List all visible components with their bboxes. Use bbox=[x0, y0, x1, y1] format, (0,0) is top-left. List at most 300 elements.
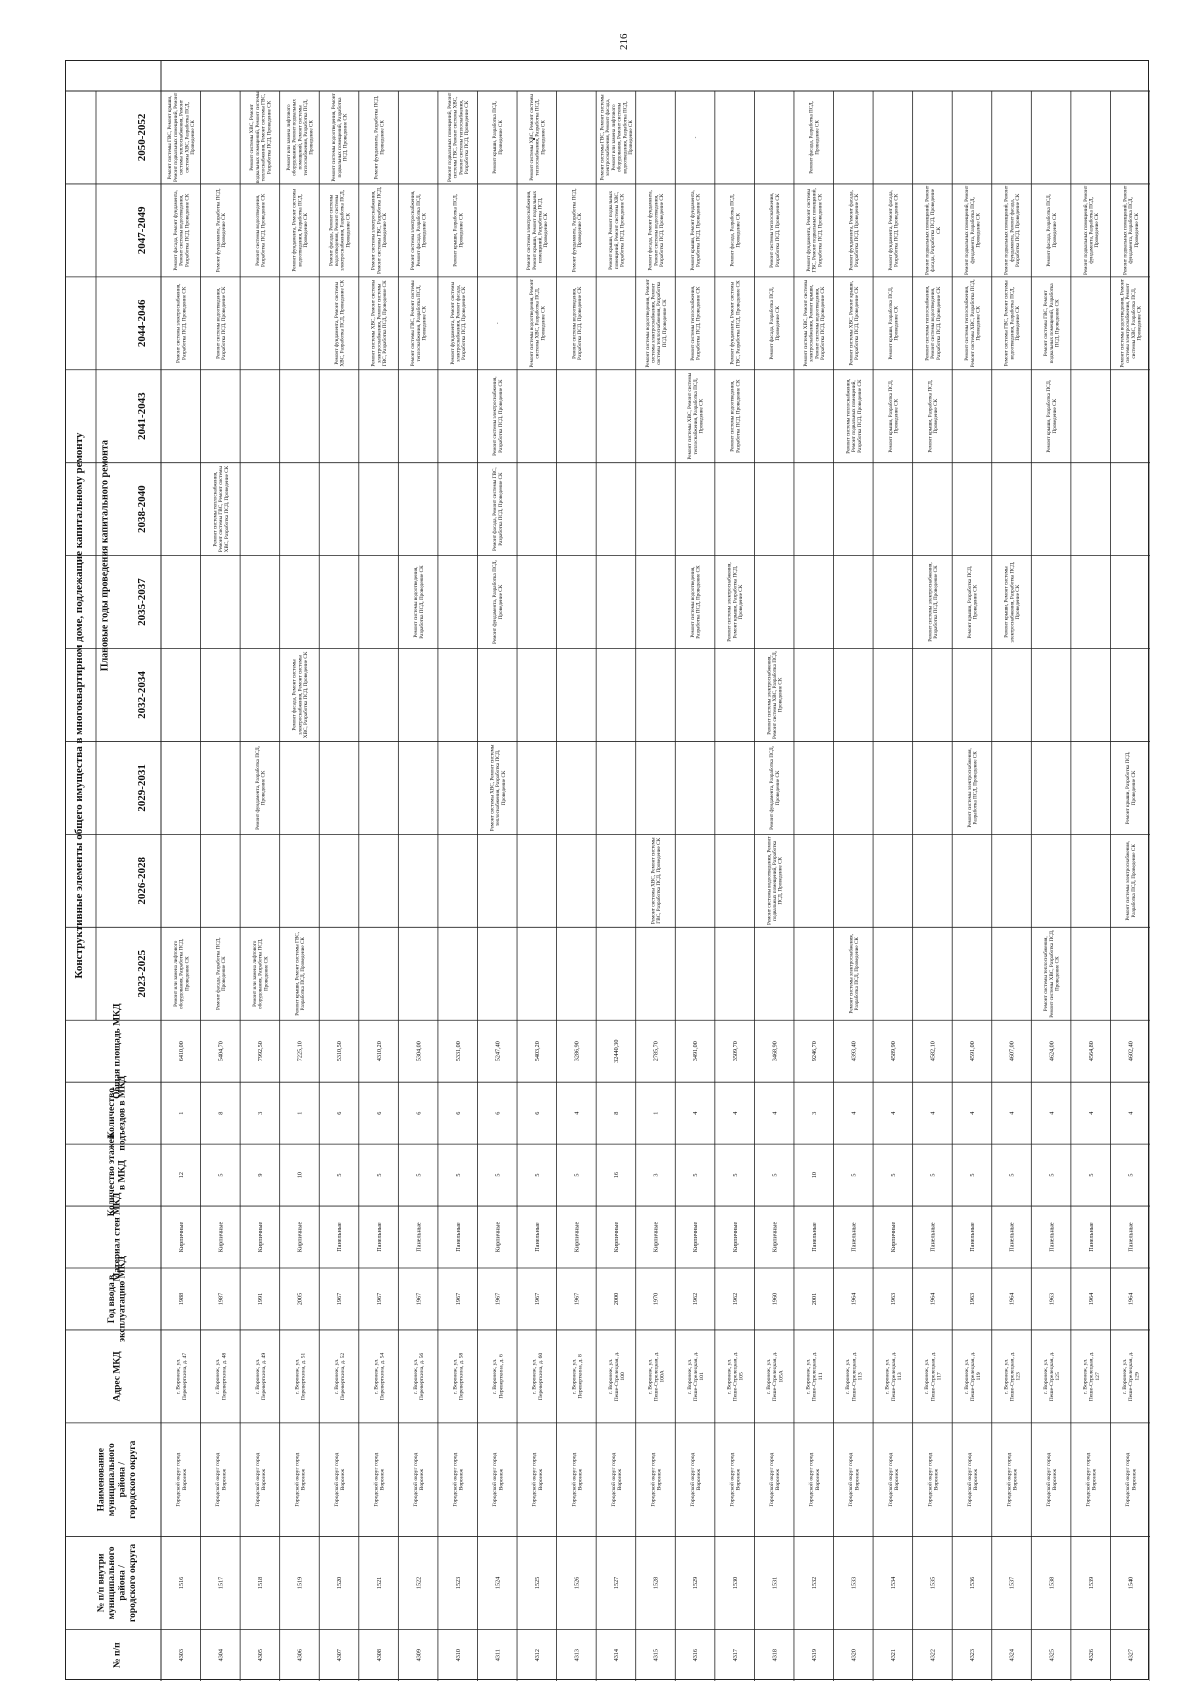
repair-cell: Ремонт фасада, Разработка ПСД,Проведение СК bbox=[769, 287, 781, 360]
row-district: Городской округ городВоронеж bbox=[769, 1452, 782, 1507]
row-number: 4306 bbox=[296, 1649, 304, 1662]
row-local-number: 1520 bbox=[336, 1576, 344, 1590]
column-header: 2029-2031 bbox=[135, 764, 148, 812]
repair-cell: Ремонт системы электроснабжения,Разработка ПСД, Проведение СК bbox=[492, 376, 504, 456]
row-local-number: 1540 bbox=[1127, 1576, 1135, 1590]
repair-cell: Ремонт системы электроснабжения,Ремонт крыши, Разработка ПСД,Проведение СК bbox=[726, 562, 745, 642]
row-year: 1967 bbox=[494, 1292, 502, 1306]
row-entrances: 6 bbox=[415, 1111, 423, 1115]
row-address: г. Воронеж, ул.Переверткина, д. 52 bbox=[333, 1352, 347, 1401]
row-number: 4303 bbox=[177, 1649, 185, 1662]
column-header: Количество этажейв МКД bbox=[107, 1133, 128, 1217]
repair-cell: Ремонт или замена лифтовогооборудования, Разработка ПСД,Проведение СК bbox=[172, 938, 191, 1009]
repair-cell: Ремонт системы электроснабжения,Разработка ПСД, Проведение СК bbox=[927, 562, 940, 642]
row-entrances: 6 bbox=[375, 1111, 383, 1115]
row-local-number: 1516 bbox=[177, 1576, 185, 1590]
row-floors: 12 bbox=[177, 1171, 185, 1179]
row-floors: 10 bbox=[296, 1171, 304, 1179]
column-header: Количествоподъездов в МКД bbox=[107, 1075, 128, 1151]
row-floors: 5 bbox=[336, 1173, 344, 1177]
row-local-number: 1522 bbox=[415, 1576, 423, 1590]
row-address: г. Воронеж, ул.Пеше-Стрелецкая, д.125 bbox=[1042, 1351, 1062, 1402]
row-area: 4602,40 bbox=[1127, 1041, 1135, 1062]
row-entrances: 4 bbox=[692, 1111, 700, 1115]
table-grid bbox=[66, 61, 1150, 1681]
page-number: 216 bbox=[618, 33, 630, 50]
row-entrances: 1 bbox=[177, 1111, 185, 1115]
repair-cell: Ремонт системы водоотведения,Разработка ПСД, Проведение СК bbox=[215, 286, 228, 360]
row-district: Городской округ городВоронеж bbox=[927, 1452, 940, 1507]
period-header: Плановые годы проведения капитального ремонта bbox=[99, 440, 111, 672]
row-district: Городской округ городВоронеж bbox=[452, 1452, 465, 1507]
row-address: г. Воронеж, ул.Пеше-Стрелецкая, д.105А bbox=[765, 1351, 785, 1402]
row-entrances: 6 bbox=[494, 1111, 502, 1115]
repair-cell: Ремонт крыши, Ремонт подвальныхпомещений, Ремонт системы ХВС,Разработка ПСД, Проведение СК bbox=[608, 190, 626, 270]
repair-cell: Ремонт фундамента, Ремонт системыГВС, Разработка ПСД, Проведение СК bbox=[729, 280, 742, 367]
row-material: Панельные bbox=[375, 1222, 383, 1252]
column-header: № п/п внутримуниципальногорайона /городского округа bbox=[96, 1543, 138, 1622]
row-entrances: 4 bbox=[929, 1111, 937, 1115]
row-floors: 5 bbox=[1087, 1173, 1095, 1177]
row-area: 7992,50 bbox=[257, 1041, 265, 1062]
repair-cell: Ремонт крыши, Разработка ПСД,Проведение СК bbox=[1046, 379, 1058, 453]
row-district: Городской округ городВоронеж bbox=[689, 1452, 703, 1507]
row-number: 4310 bbox=[454, 1649, 462, 1662]
repair-cell: Ремонт системы теплоснабжения,Разработка ПСД, Проведение СК bbox=[769, 192, 781, 268]
row-district: Городской округ городВоронеж bbox=[650, 1452, 663, 1507]
row-material: Панельные bbox=[810, 1222, 818, 1252]
row-district: Городской округ городВоронеж bbox=[610, 1452, 623, 1507]
row-address: г. Воронеж, ул.Переверткина, д. 56 bbox=[413, 1352, 426, 1401]
row-material: Кирпичные bbox=[257, 1221, 265, 1253]
row-number: 4327 bbox=[1127, 1649, 1135, 1662]
row-address: г. Воронеж, ул.Переверткина, д. 6 bbox=[492, 1354, 505, 1399]
column-header: 2035-2037 bbox=[135, 578, 148, 626]
row-entrances: 6 bbox=[454, 1111, 462, 1115]
row-district: Городской округ городВоронеж bbox=[1125, 1452, 1138, 1507]
row-year: 1967 bbox=[454, 1292, 462, 1306]
row-local-number: 1533 bbox=[850, 1576, 858, 1590]
repair-cell: Ремонт фасада, Ремонт системы ГВС,Разработка ПСД, Проведение СК bbox=[492, 467, 504, 552]
row-number: 4321 bbox=[890, 1649, 898, 1662]
row-district: Городской округ городВоронеж bbox=[1085, 1452, 1098, 1507]
repair-cell: Ремонт системы водоотведения, Ремонтподвальных помещений, РазработкаПСД, Проведение СК bbox=[766, 836, 784, 926]
row-local-number: 1517 bbox=[217, 1576, 225, 1590]
group-header: Конструктивные элементы общего имущества в многоквартирном доме, подлежащие капитальному ремонту bbox=[72, 432, 85, 979]
row-number: 4323 bbox=[969, 1649, 977, 1662]
row-local-number: 1534 bbox=[890, 1576, 898, 1590]
row-area: 3491,00 bbox=[692, 1041, 700, 1062]
row-floors: 5 bbox=[454, 1173, 462, 1177]
row-number: 4317 bbox=[731, 1649, 739, 1662]
repair-cell: Ремонт фундамента, Ремонт системыводоотведения, Разработка ПСД,Проведение СК bbox=[291, 189, 309, 272]
row-floors: 5 bbox=[375, 1173, 383, 1177]
column-header: 2038-2040 bbox=[135, 485, 148, 533]
repair-cell: Ремонт фасада, Разработка ПСД,Проведение СК bbox=[808, 101, 821, 174]
repair-cell: Ремонт фундамента, Ремонт системыГВС, Ремонт подвальных помещений,Разработка ПСД, Проведение СК bbox=[805, 188, 824, 273]
row-material: Панельные bbox=[336, 1222, 344, 1252]
row-material: Панельные bbox=[929, 1222, 937, 1252]
repair-cell: Ремонт системы ХВС, Ремонт системыэлектроснабжения, Ремонт системыГВС, Разработка ПСД, Проведение СК bbox=[370, 279, 389, 367]
repair-cell: Ремонт подвальных помещений, Ремонтсистемы ГВС, Ремонт системы ХВС,Ремонт системы теплоснабжения,Разработка ПСД, Проведение СК bbox=[446, 92, 471, 183]
repair-cell: Ремонт системы электроснабжения,Ремонт крыши, Ремонт подвальныхпомещений, Разработка ПСД,Проведение СК bbox=[526, 190, 550, 271]
repair-cell: Ремонт фасада, Ремонт фундамента,Ремонт системы водоотведения,Разработка ПСД, Проведение СК bbox=[647, 190, 666, 271]
row-entrances: 4 bbox=[850, 1111, 858, 1115]
row-address: г. Воронеж, ул.Пеше-Стрелецкая, д.113 bbox=[884, 1351, 903, 1402]
row-number: 4325 bbox=[1048, 1649, 1056, 1662]
repair-cell: Ремонт системы водоотведения,Разработка ПСД, Проведение СК bbox=[413, 565, 425, 639]
row-area: 4393,40 bbox=[850, 1041, 858, 1062]
row-material: Кирпичные bbox=[652, 1221, 660, 1253]
column-header: Адрес МКД bbox=[112, 1351, 123, 1402]
repair-cell: Ремонт фасада, Ремонт фундамента,Ремонт системы водоотведения,Разработка ПСД, Проведение СК bbox=[172, 190, 191, 271]
repair-cell: Ремонт системы электроснабжения,Разработка ПСД, Проведение СК bbox=[966, 748, 979, 828]
repair-cell: Ремонт системы ГВС, Ремонт крыши,Ремонт подвальных помещений, Ремонтсистемы теплоснабжения, Ремонтсистемы ХВС, Разработка ПСД,Проведение СК bbox=[167, 92, 197, 183]
row-address: г. Воронеж, ул.Переверткина, д. 49 bbox=[254, 1352, 267, 1401]
row-address: г. Воронеж, ул.Пеше-Стрелецкая, д.100А bbox=[647, 1351, 666, 1402]
row-district: Городской округ городВоронеж bbox=[215, 1452, 228, 1507]
row-material: Кирпичные bbox=[731, 1221, 739, 1253]
row-entrances: 3 bbox=[257, 1111, 265, 1115]
repair-cell: Ремонт подвальных помещений, Ремонтфундамента, Разработка ПСД,Проведение СК bbox=[1082, 185, 1101, 275]
row-local-number: 1521 bbox=[375, 1576, 383, 1590]
row-address: г. Воронеж, ул.Пеше-Стрелецкая, д.100 bbox=[607, 1351, 627, 1402]
repair-cell: Ремонт или замена лифтовогооборудования, Ремонт подвальныхпомещений, Ремонт системытеплоснабжения, Разработка ПСД,Проведение СК bbox=[285, 99, 315, 176]
row-district: Городской округ городВоронеж bbox=[492, 1452, 505, 1507]
repair-cell: Ремонт фундамента, Ремонт системыэлектроснабжения, Ремонт фасада,Разработка ПСД, Проведение СК bbox=[449, 282, 468, 365]
row-floors: 5 bbox=[573, 1173, 581, 1177]
row-material: Панельные bbox=[415, 1222, 423, 1252]
row-entrances: 4 bbox=[771, 1111, 779, 1115]
row-address: г. Воронеж, ул.Пеше-Стрелецкая, д.101 bbox=[686, 1351, 706, 1402]
repair-cell: Ремонт системы электроснабжения,Разработка ПСД, Проведение СК bbox=[175, 283, 188, 364]
row-local-number: 1519 bbox=[296, 1576, 304, 1590]
row-floors: 16 bbox=[613, 1171, 621, 1179]
row-material: Кирпичные bbox=[296, 1221, 304, 1253]
repair-cell: Ремонт крыши, Разработка ПСД,Проведение СК bbox=[887, 379, 900, 453]
row-floors: 5 bbox=[771, 1173, 779, 1177]
row-year: 1960 bbox=[771, 1292, 779, 1306]
row-year: 1967 bbox=[336, 1292, 344, 1306]
column-header: 2050-2052 bbox=[135, 113, 148, 162]
row-area: 5404,70 bbox=[217, 1041, 225, 1062]
row-material: Кирпичные bbox=[771, 1221, 779, 1253]
repair-cell: Ремонт системы ХВС, Ремонт системыГВС, Разработка ПСД, Проведение СК bbox=[650, 837, 663, 925]
row-entrances: 6 bbox=[336, 1111, 344, 1115]
row-number: 4304 bbox=[217, 1649, 225, 1662]
row-address: г. Воронеж, ул.Переверткина, д. 8 bbox=[571, 1354, 584, 1399]
row-number: 4307 bbox=[336, 1649, 344, 1662]
row-address: г. Воронеж, ул.Переверткина, д. 51 bbox=[294, 1352, 307, 1401]
row-entrances: 3 bbox=[810, 1111, 818, 1115]
row-district: Городской округ городВоронеж bbox=[373, 1452, 386, 1507]
row-year: 1964 bbox=[1087, 1292, 1095, 1306]
repair-cell: Ремонт системы водоотведения,Разработка ПСД, Проведение СК bbox=[254, 193, 267, 268]
repair-cell: Ремонт системы водоотведения,Разработка ПСД, Проведение СК bbox=[729, 379, 742, 453]
row-year: 1963 bbox=[1048, 1292, 1056, 1306]
column-header: 2047-2049 bbox=[135, 206, 148, 255]
row-address: г. Воронеж, ул.Пеше-Стрелецкая, д.127 bbox=[1082, 1351, 1101, 1402]
repair-cell: Ремонт крыши, Разработка ПСД,Проведение СК bbox=[927, 379, 940, 453]
repair-cell: Ремонт крыши, Разработка ПСД,Проведение СК bbox=[966, 565, 979, 639]
row-year: 1967 bbox=[573, 1292, 581, 1306]
row-district: Городской округ городВоронеж bbox=[571, 1452, 584, 1507]
column-header: Наименованиемуниципальногорайона /городского округа bbox=[96, 1440, 138, 1519]
row-local-number: 1529 bbox=[692, 1576, 700, 1590]
row-district: Городской округ городВоронеж bbox=[1045, 1452, 1059, 1507]
row-floors: 5 bbox=[969, 1173, 977, 1177]
row-year: 1964 bbox=[1008, 1292, 1016, 1306]
repair-cell: Ремонт фундамента, Ремонт системыХВС, Разработка ПСД, Проведение СК bbox=[333, 280, 346, 367]
row-number: 4312 bbox=[533, 1649, 541, 1662]
repair-cell: Ремонт фундамента, Ремонт фасада,Разработка ПСД, Проведение СК bbox=[848, 190, 860, 271]
row-district: Городской округ городВоронеж bbox=[1006, 1452, 1019, 1507]
repair-cell: Ремонт крыши, Ремонт фундамента,Разработка ПСД, Проведение СК bbox=[690, 190, 702, 271]
row-local-number: 1539 bbox=[1087, 1576, 1095, 1590]
repair-cell: Ремонт системы электроснабжения,Ремонт системы ГВС, Разработка ПСД,Проведение СК bbox=[370, 186, 389, 275]
capital-repair-table bbox=[65, 60, 1149, 1680]
row-material: Кирпичные bbox=[573, 1221, 581, 1253]
row-number: 4305 bbox=[257, 1649, 265, 1662]
row-floors: 5 bbox=[1127, 1173, 1135, 1177]
row-area: 7225,10 bbox=[296, 1041, 304, 1062]
repair-cell: - bbox=[495, 322, 502, 325]
repair-cell: Ремонт фундамента, Разработка ПСД,Проведение СК bbox=[571, 188, 584, 273]
repair-cell: Ремонт фундамента, Ремонт фасада,Разработка ПСД, Проведение СК bbox=[887, 190, 900, 271]
row-entrances: 4 bbox=[1048, 1111, 1056, 1115]
row-material: Кирпичные bbox=[692, 1221, 700, 1253]
row-district: Городской округ городВоронеж bbox=[531, 1452, 544, 1507]
row-district: Городской округ городВоронеж bbox=[887, 1452, 900, 1507]
repair-cell: Ремонт фасада, Разработка ПСД,Проведение СК bbox=[215, 937, 228, 1011]
row-local-number: 1518 bbox=[257, 1576, 265, 1590]
row-address: г. Воронеж, ул.Пеше-Стрелецкая, д.129 bbox=[1122, 1351, 1141, 1402]
row-number: 4314 bbox=[613, 1649, 621, 1662]
repair-cell: Ремонт системы теплоснабжения,Ремонт подвальных помещений,Разработка ПСД, Проведение СК bbox=[845, 378, 863, 454]
row-year: 1962 bbox=[731, 1292, 739, 1306]
row-address: г. Воронеж, ул.Пеше-Стрелецкая, д.105 bbox=[726, 1351, 745, 1402]
row-material: Панельные bbox=[1087, 1222, 1095, 1252]
row-number: 4309 bbox=[415, 1649, 423, 1662]
row-local-number: 1536 bbox=[969, 1576, 977, 1590]
row-address: г. Воронеж, ул.Переверткина, д. 60 bbox=[531, 1352, 544, 1401]
repair-cell: Ремонт подвальных помещений, Ремонтфундамента, Ремонт фасада,Разработка ПСД, Проведение СК bbox=[1003, 185, 1022, 275]
repair-cell: Ремонт крыши, Разработка ПСД,Проведение СК bbox=[887, 286, 900, 360]
repair-cell: Ремонт системы водоотведения,Разработка ПСД, Проведение СК bbox=[571, 286, 584, 360]
row-area: 5403,20 bbox=[533, 1041, 541, 1062]
row-material: Панельные bbox=[533, 1222, 541, 1252]
row-entrances: 4 bbox=[731, 1111, 739, 1115]
row-local-number: 1524 bbox=[494, 1576, 502, 1590]
row-entrances: 4 bbox=[890, 1111, 898, 1115]
row-district: Городской округ городВоронеж bbox=[413, 1452, 426, 1507]
repair-cell: Ремонт фундамента, Разработка ПСД,Проведение СК bbox=[373, 95, 386, 180]
column-header: Материал стен МКД bbox=[112, 1192, 123, 1282]
column-header: 2032-2034 bbox=[135, 671, 148, 719]
repair-cell: Ремонт фундамента, Разработка ПСД,Проведение СК bbox=[492, 560, 504, 645]
row-area: 9246,70 bbox=[810, 1041, 818, 1062]
column-header: Общая площадь МКД bbox=[112, 1003, 123, 1099]
row-material: Кирпичные bbox=[890, 1221, 898, 1253]
row-material: Панельные bbox=[850, 1222, 858, 1252]
row-area: 5304,00 bbox=[415, 1041, 423, 1062]
row-district: Городской округ городВоронеж bbox=[848, 1452, 861, 1507]
repair-cell: Ремонт системы теплоснабжения,Ремонт системы ХВС, Разработка ПСД,Проведение СК bbox=[1043, 929, 1061, 1018]
repair-cell: Ремонт системы водоотведения, Ремонтподвальных помещений, РазработкаПСД, Проведение СК bbox=[331, 93, 349, 182]
repair-cell: Ремонт фасада, Ремонт системыэлектроснабжения, Ремонт системыХВС, Разработка ПСД, Проведение СК bbox=[291, 651, 309, 739]
column-header: № п/п bbox=[112, 1642, 123, 1668]
row-floors: 5 bbox=[217, 1173, 225, 1177]
repair-cell: Ремонт фундамента, Разработка ПСД,Проведение СК bbox=[215, 188, 228, 273]
row-area: 4310,20 bbox=[375, 1041, 383, 1062]
row-local-number: 1538 bbox=[1048, 1576, 1056, 1590]
row-district: Городской округ городВоронеж bbox=[333, 1452, 347, 1507]
row-material: Панельные bbox=[1008, 1222, 1016, 1252]
row-area: 32440,30 bbox=[613, 1039, 621, 1063]
row-year: 1991 bbox=[257, 1292, 265, 1306]
repair-cell: Ремонт системы ХВС, Ремонтподвальных помещений, Ремонт системытеплоснабжения, Ремонт системы ГВС,Разработка ПСД, Проведение СК bbox=[249, 91, 273, 184]
row-year: 2001 bbox=[810, 1292, 818, 1306]
column-header: 2023-2025 bbox=[135, 949, 148, 998]
repair-cell: Ремонт системы теплоснабжения,Ремонт системы водоотведения,Разработка ПСД, Проведение СК bbox=[924, 285, 942, 361]
repair-cell: Ремонт крыши, Разработка ПСД,Проведение СК bbox=[492, 101, 504, 174]
row-district: Городской округ городВоронеж bbox=[966, 1452, 980, 1507]
repair-cell: Ремонт системы ХВС, Ремонт системытеплоснабжения, Разработка ПСД,Проведение СК bbox=[687, 372, 705, 460]
row-number: 4308 bbox=[375, 1649, 383, 1662]
repair-cell: Ремонт системы ХВС, Ремонт системыэлектроснабжения, Ремонт крыши,Ремонт системы водоотведения,Разработка ПСД, Проведение СК bbox=[802, 279, 827, 367]
row-district: Городской округ городВоронеж bbox=[254, 1452, 267, 1507]
row-year: 1962 bbox=[692, 1292, 700, 1306]
row-area: 5247,40 bbox=[494, 1041, 502, 1062]
repair-cell: Ремонт системы водоотведения, Ремонтсистемы ХВС, Разработка ПСД,Проведение СК bbox=[528, 279, 547, 368]
row-floors: 5 bbox=[850, 1173, 858, 1177]
repair-cell: Ремонт системы ГВС, Ремонт системыводоотведения, Разработка ПСД,Проведение СК bbox=[1003, 280, 1022, 367]
column-header: 2044-2046 bbox=[135, 299, 148, 348]
row-area: 4589,90 bbox=[890, 1041, 898, 1062]
row-local-number: 1523 bbox=[454, 1576, 462, 1590]
row-floors: 5 bbox=[692, 1173, 700, 1177]
repair-cell: Ремонт системы электроснабжения,Ремонт фасада, Разработка ПСД,Проведение СК bbox=[410, 190, 428, 271]
repair-cell: Ремонт крыши, Ремонт системыэлектроснабжения, Разработка ПСД,Проведение СК bbox=[1003, 561, 1022, 643]
row-number: 4324 bbox=[1008, 1649, 1016, 1662]
row-district: Городской округ городВоронеж bbox=[175, 1452, 188, 1507]
repair-cell: Ремонт системы электроснабжения,Разработка ПСД, Проведение СК bbox=[1125, 841, 1137, 921]
repair-cell: Ремонт системы ХВС, Ремонт системытеплоснабжения, Разработка ПСД,Проведение СК bbox=[489, 744, 507, 832]
row-floors: 5 bbox=[494, 1173, 502, 1177]
row-area: 6410,00 bbox=[177, 1041, 185, 1062]
repair-cell: Ремонт системы ХВС, Ремонт системытеплоснабжения, Разработка ПСД,Проведение СК bbox=[528, 94, 547, 181]
row-number: 4326 bbox=[1087, 1649, 1095, 1662]
row-year: 1988 bbox=[177, 1292, 185, 1306]
row-address: г. Воронеж, ул.Переверткина, д. 47 bbox=[175, 1352, 188, 1401]
row-number: 4320 bbox=[850, 1649, 858, 1662]
column-header: Год ввода вэксплуатацию МКД bbox=[107, 1255, 128, 1342]
row-area: 3468,90 bbox=[771, 1041, 779, 1062]
row-floors: 9 bbox=[257, 1173, 265, 1177]
row-number: 4311 bbox=[494, 1649, 502, 1662]
row-year: 2005 bbox=[296, 1292, 304, 1306]
row-local-number: 1526 bbox=[573, 1576, 581, 1590]
repair-cell: Ремонт фундамента, Разработка ПСД,Проведение СК bbox=[769, 745, 781, 830]
row-year: 1970 bbox=[652, 1292, 660, 1306]
row-area: 4624,00 bbox=[1048, 1041, 1056, 1062]
repair-cell: Ремонт подвальных помещений, Ремонтфасада, Разработка ПСД, ПроведениеСК bbox=[924, 185, 942, 275]
row-area: 4582,10 bbox=[929, 1041, 937, 1062]
row-number: 4315 bbox=[652, 1649, 660, 1662]
row-district: Городской округ городВоронеж bbox=[808, 1452, 821, 1507]
repair-cell: Ремонт системы водоотведения, Ремонтсистемы электроснабжения, Ремонтсистемы теплоснабжения, РазработкаПСД, Проведение СК bbox=[644, 279, 668, 368]
row-local-number: 1527 bbox=[613, 1576, 621, 1590]
row-material: Панельные bbox=[1048, 1222, 1056, 1252]
row-year: 1967 bbox=[375, 1292, 383, 1306]
repair-cell: Ремонт или замена лифтовогооборудования, Разработка ПСД,Проведение СК bbox=[252, 938, 270, 1009]
row-local-number: 1531 bbox=[771, 1576, 779, 1590]
repair-cell: - bbox=[692, 136, 699, 139]
repair-cell: Ремонт системы теплоснабжения,Ремонт системы ХВС, Разработка ПСД,Проведение СК bbox=[964, 279, 982, 368]
row-year: 1964 bbox=[1127, 1292, 1135, 1306]
row-local-number: 1537 bbox=[1008, 1576, 1016, 1590]
row-entrances: 4 bbox=[1008, 1111, 1016, 1115]
repair-cell: Ремонт крыши, Разработка ПСД,Проведение СК bbox=[1125, 751, 1137, 825]
repair-cell: Ремонт системы ХВС, Ремонт крыши,Разработка ПСД, Проведение СК bbox=[848, 280, 860, 366]
repair-cell: Ремонт подвальных помещений, Ремонтфундамента, Разработка ПСД,Проведение СК bbox=[1122, 185, 1140, 275]
repair-cell: Ремонт системы теплоснабжения,Разработка ПСД, Проведение СК bbox=[690, 285, 702, 361]
column-header: 2041-2043 bbox=[135, 392, 148, 441]
row-address: г. Воронеж, ул.Пеше-Стрелецкая, д.117 bbox=[924, 1351, 943, 1402]
repair-cell: Ремонт системы водоотведения,Разработка ПСД, Проведение СК bbox=[690, 565, 702, 639]
repair-cell: Ремонт фасада, Разработка ПСД,Проведение СК bbox=[729, 194, 742, 267]
row-floors: 5 bbox=[890, 1173, 898, 1177]
repair-cell: Ремонт крыши, Разработка ПСД,Проведение СК bbox=[452, 194, 465, 267]
repair-cell: Ремонт системы ГВС, Ремонт системыэлектроснабжения, Ремонт фасада,Ремонт или замена лифтовогооборудования, Ремонт системыводоотведения, Разработка ПСД,Проведение СК bbox=[599, 94, 635, 181]
row-floors: 3 bbox=[652, 1173, 660, 1177]
row-entrances: 4 bbox=[1127, 1111, 1135, 1115]
row-number: 4316 bbox=[692, 1649, 700, 1662]
row-district: Городской округ городВоронеж bbox=[294, 1452, 307, 1507]
row-floors: 5 bbox=[415, 1173, 423, 1177]
row-area: 4591,00 bbox=[969, 1041, 977, 1062]
row-local-number: 1530 bbox=[731, 1576, 739, 1590]
row-district: Городской округ городВоронеж bbox=[729, 1452, 742, 1507]
row-material: Кирпичные bbox=[613, 1221, 621, 1253]
row-area: 3509,70 bbox=[731, 1041, 739, 1062]
row-area: 5310,50 bbox=[336, 1041, 344, 1062]
row-address: г. Воронеж, ул.Пеше-Стрелецкая, д.119 bbox=[963, 1351, 983, 1402]
repair-cell: Ремонт фасада, Разработка ПСД,Проведение СК bbox=[1046, 194, 1058, 267]
row-address: г. Воронеж, ул.Переверткина, д. 48 bbox=[215, 1352, 228, 1401]
row-material: Панельные bbox=[454, 1222, 462, 1252]
row-entrances: 8 bbox=[613, 1111, 621, 1115]
row-address: г. Воронеж, ул.Переверткина, д. 58 bbox=[452, 1352, 465, 1401]
column-header: 2026-2028 bbox=[135, 857, 148, 905]
row-floors: 5 bbox=[1048, 1173, 1056, 1177]
row-floors: 10 bbox=[810, 1171, 818, 1179]
row-number: 4319 bbox=[810, 1649, 818, 1662]
row-floors: 5 bbox=[731, 1173, 739, 1177]
row-address: г. Воронеж, ул.Пеше-Стрелецкая, д.111 bbox=[805, 1351, 824, 1402]
row-year: 1987 bbox=[217, 1292, 225, 1306]
repair-cell: Ремонт подвальных помещений, Ремонтфундамента, Разработка ПСД,Проведение СК bbox=[964, 185, 982, 275]
row-address: г. Воронеж, ул.Пеше-Стрелецкая, д.123 bbox=[1003, 1351, 1022, 1402]
row-entrances: 4 bbox=[573, 1111, 581, 1115]
row-entrances: 1 bbox=[296, 1111, 304, 1115]
row-material: Кирпичные bbox=[177, 1221, 185, 1253]
repair-cell: Ремонт системы ГВС, Ремонтподвальных помещений, РазработкаПСД, Проведение СК bbox=[1043, 283, 1061, 364]
row-address: г. Воронеж, ул.Пеше-Стрелецкая, д.113 bbox=[845, 1351, 864, 1402]
row-area: 2785,70 bbox=[652, 1041, 660, 1062]
repair-cell: Ремонт системы ГВС, Ремонт системытеплоснабжения, Разработка ПСД,Проведение СК bbox=[410, 280, 428, 367]
repair-cell: Ремонт системы водоотведения, Ремонтсистемы электроснабжения, Ремонтсистемы ХВС, Разработка ПСД,Проведение СК bbox=[1119, 279, 1143, 368]
